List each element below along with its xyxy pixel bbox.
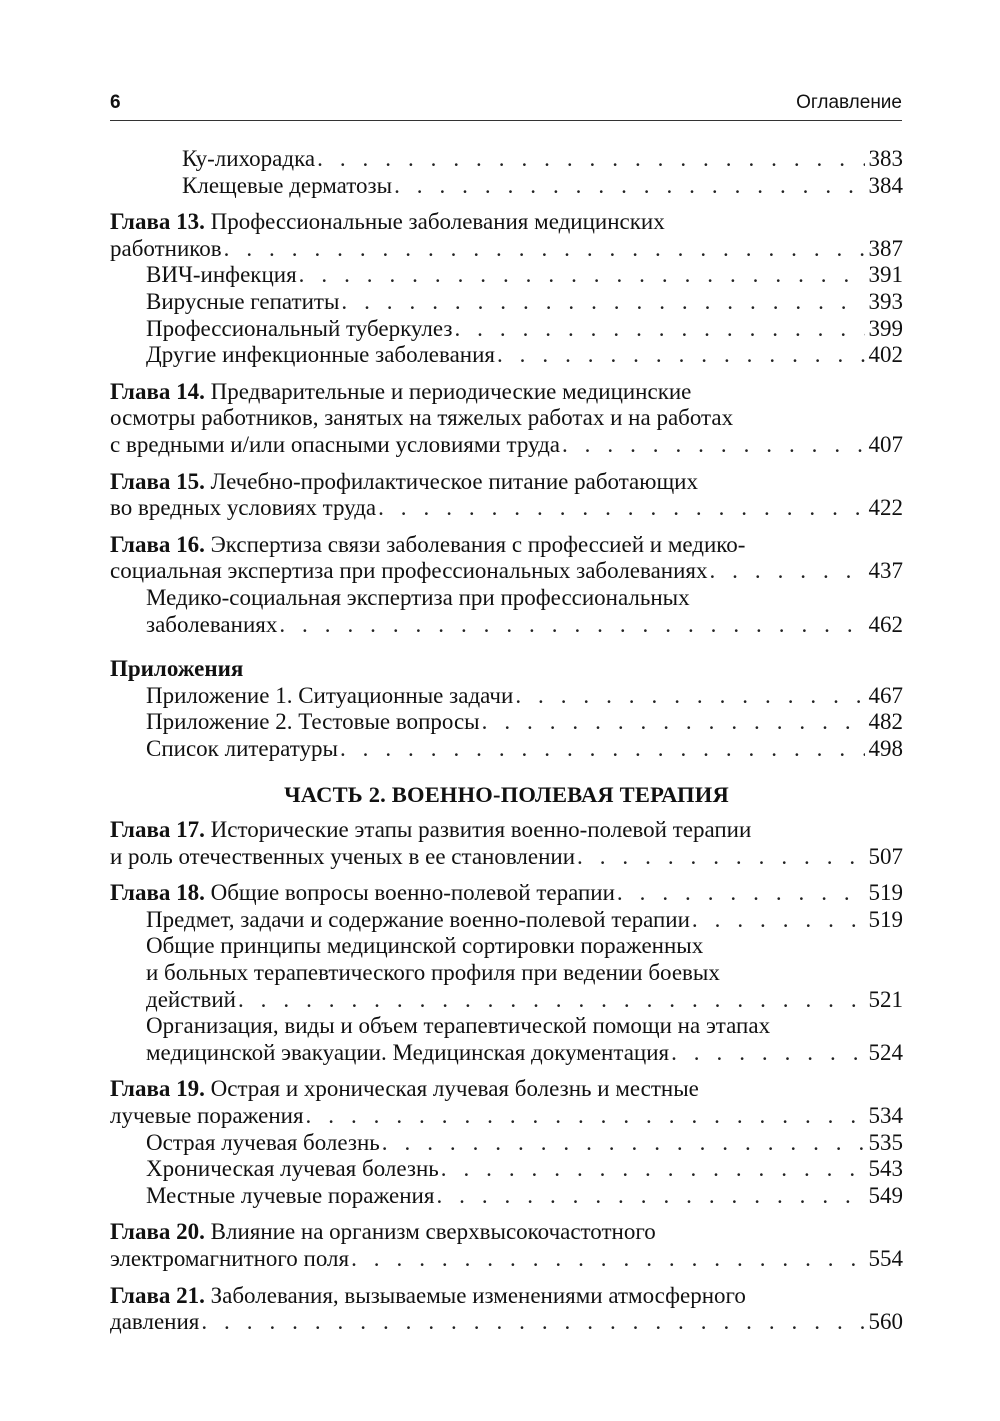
part-heading: ЧАСТЬ 2. ВОЕННО-ПОЛЕВАЯ ТЕРАПИЯ — [284, 782, 729, 808]
toc-continued-items — [110, 146, 903, 199]
toc-appendix — [110, 656, 903, 762]
appendix-heading: Приложения — [110, 656, 244, 682]
toc-item[interactable]: Хроническая лучевая болезнь . . . 543 — [110, 1156, 903, 1183]
toc-chapter-title[interactable]: Глава 18. Общие вопросы военно-полевой терапии . . . 519 — [110, 880, 903, 907]
chapter-label: Глава 21. — [110, 1282, 205, 1308]
toc-chapter-21: Глава 21. Заболевания, вызываемые изменениями атмосферного давления . . . 560 — [110, 1283, 903, 1336]
toc-chapter-15: Глава 15. Лечебно-профилактическое питание работающих во вредных условиях труда . . . 422 — [110, 469, 903, 522]
toc-item[interactable]: Острая лучевая болезнь . . . 535 — [110, 1130, 903, 1157]
chapter-label: Глава 18. — [110, 880, 205, 906]
toc-item[interactable]: Приложение 2. Тестовые вопросы . . . 482 — [110, 709, 903, 736]
toc-chapter-17: Глава 17. Исторические этапы развития военно-полевой терапии и роль отечественных ученых в ее становлении . . . 507 — [110, 817, 903, 870]
table-of-contents — [110, 146, 903, 1346]
toc-chapter-title[interactable]: электромагнитного поля . . . 554 — [110, 1246, 903, 1273]
toc-chapter-14: Глава 14. Предварительные и периодические медицинские осмотры работников, занятых на тяжелых работах и на работах с вредными и/или опасными условиями труда . . . 407 — [110, 379, 903, 459]
toc-chapter-title[interactable]: с вредными и/или опасными условиями труда . . . 407 — [110, 432, 903, 459]
chapter-label: Глава 16. — [110, 531, 205, 557]
chapter-label: Глава 20. — [110, 1219, 205, 1245]
toc-chapter-title[interactable]: давления . . . 560 — [110, 1309, 903, 1336]
running-title: Оглавление — [796, 92, 902, 113]
toc-chapter-16: Глава 16. Экспертиза связи заболевания с профессией и медико- социальная экспертиза при профессиональных заболеваниях . . . 437 Медико-социальная экспертиза при профессиональных заболеваниях . . . 462 — [110, 532, 903, 638]
toc-item[interactable]: заболеваниях . . . 462 — [110, 612, 903, 639]
toc-item[interactable]: Вирусные гепатиты . . . 393 — [110, 289, 903, 316]
chapter-label: Глава 17. — [110, 817, 205, 843]
toc-item[interactable]: Профессиональный туберкулез . . . 399 — [110, 316, 903, 343]
toc-chapter-20: Глава 20. Влияние на организм сверхвысокочастотного электромагнитного поля . . . 554 — [110, 1219, 903, 1272]
toc-item[interactable]: Список литературы . . . 498 — [110, 736, 903, 763]
toc-chapter-title[interactable]: социальная экспертиза при профессиональных заболеваниях . . . 437 — [110, 558, 903, 585]
toc-item[interactable]: Предмет, задачи и содержание военно-полевой терапии . . . 519 — [110, 907, 903, 934]
chapter-label: Глава 15. — [110, 468, 205, 494]
page-number: 6 — [110, 92, 121, 113]
toc-chapter-13: Глава 13. Профессиональные заболевания медицинских работников . . . 387 ВИЧ-инфекция . . . 391 Вирусные гепатиты . . . 393 Профессиональный туберкулез . . . 399 Другие инфекционные заболевания . . . 402 — [110, 209, 903, 369]
toc-item[interactable]: медицинской эвакуации. Медицинская документация . . . 524 — [110, 1040, 903, 1067]
toc-chapter-18: Глава 18. Общие вопросы военно-полевой терапии . . . 519 Предмет, задачи и содержание военно-полевой терапии . . . 519 Общие принципы медицинской сортировки пораженных и больных терапевтического профиля при ведении боевых действий . . . 521 Организация, виды и объем терапевтической помощи на этапах медицинской эвакуации. Медицинская документация . . . 524 — [110, 880, 903, 1066]
toc-chapter-title[interactable]: работников . . . 387 — [110, 236, 903, 263]
toc-item[interactable]: Приложение 1. Ситуационные задачи . . . 467 — [110, 683, 903, 710]
chapter-label: Глава 19. — [110, 1076, 205, 1102]
toc-chapter-title[interactable]: и роль отечественных ученых в ее становлении . . . 507 — [110, 844, 903, 871]
toc-item[interactable]: Местные лучевые поражения . . . 549 — [110, 1183, 903, 1210]
toc-item[interactable]: Другие инфекционные заболевания . . . 402 — [110, 342, 903, 369]
toc-chapter-19: Глава 19. Острая и хроническая лучевая болезнь и местные лучевые поражения . . . 534 Острая лучевая болезнь . . . 535 Хроническая лучевая болезнь . . . 543 Местные лучевые поражения . . . 549 — [110, 1076, 903, 1209]
chapter-label: Глава 13. — [110, 209, 205, 235]
toc-chapter-title[interactable]: во вредных условиях труда . . . 422 — [110, 495, 903, 522]
toc-item[interactable]: действий . . . 521 — [110, 987, 903, 1014]
toc-item[interactable]: ВИЧ-инфекция . . . 391 — [110, 262, 903, 289]
toc-item[interactable]: Клещевые дерматозы . . . 384 — [110, 173, 903, 200]
toc-item[interactable]: Ку-лихорадка . . . 383 — [110, 146, 903, 173]
running-header — [110, 86, 902, 121]
toc-chapter-title[interactable]: лучевые поражения . . . 534 — [110, 1103, 903, 1130]
chapter-label: Глава 14. — [110, 378, 205, 404]
